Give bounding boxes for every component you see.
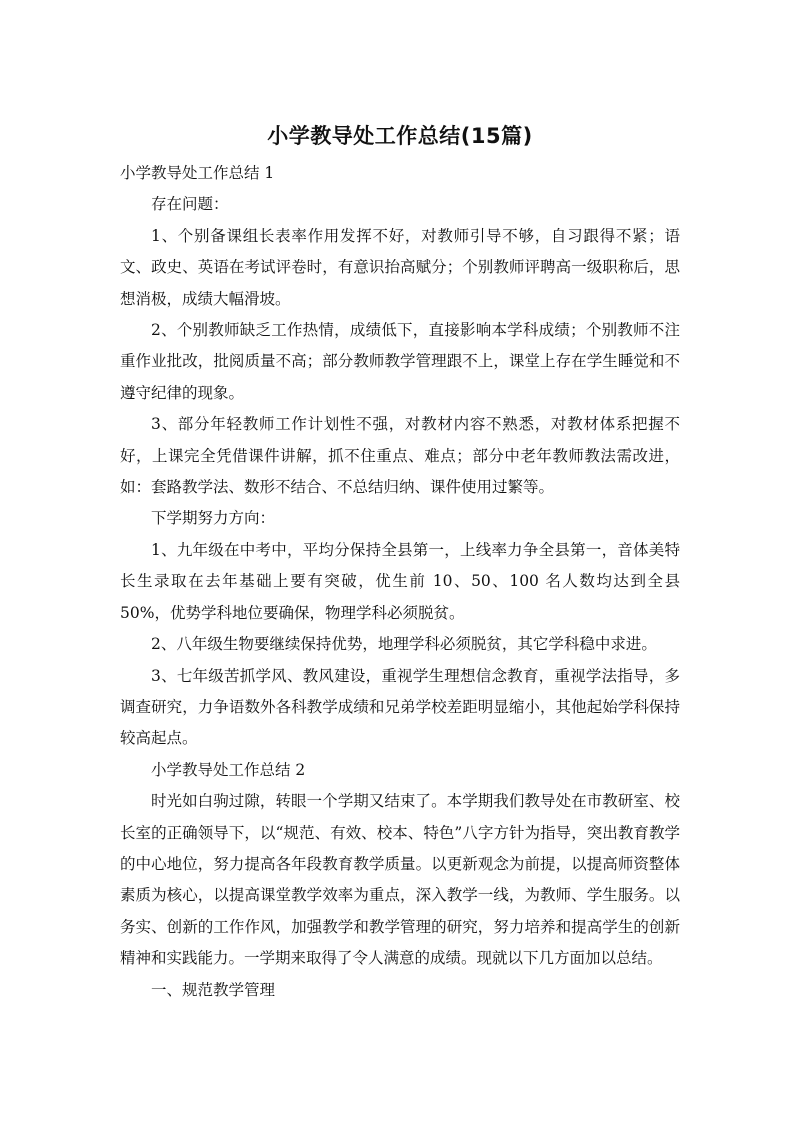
paragraph: 存在问题：: [151, 195, 229, 214]
paragraph: 2、八年级生物要继续保持优势，地理学科必须脱贫，其它学科稳中求进。: [151, 635, 657, 654]
paragraph: 2、个别教师缺乏工作热情，成绩低下，直接影响本学科成绩；个别教师不注重作业批改，批阅质量不高；部分教师教学管理跟不上，课堂上存在学生睡觉和不遵守纪律的现象。: [120, 321, 680, 402]
subsection-heading: 一、规范教学管理: [151, 980, 276, 999]
paragraph: 1、个别备课组长表率作用发挥不好，对教师引导不够，自习跟得不紧；语文、政史、英语在考试评卷时，有意识抬高赋分；个别教师评聘高一级职称后，思想消极，成绩大幅滑坡。: [120, 226, 680, 308]
section-heading-1: 小学教导处工作总结 1: [120, 164, 275, 182]
document-title: 小学教导处工作总结(15篇): [267, 124, 533, 148]
document-body: [120, 158, 680, 1006]
paragraph: 下学期努力方向：: [151, 509, 276, 528]
paragraph: 时光如白驹过隙，转眼一个学期又结束了。本学期我们教导处在市教研室、校长室的正确领导下，以“规范、有效、校本、特色”八字方针为指导，突出教育教学的中心地位，努力提高各年段教育教学质量。以更新观念为前提，以提高师资整体素质为核心，以提高课堂教学效率为重点，深入教学一线，为教师、学生服务。以务实、创新的工作作风，加强教学和教学管理的研究，努力培养和提高学生的创新精神和实践能力。一学期来取得了令人满意的成绩。现就以下几方面加以总结。: [120, 792, 680, 968]
paragraph: 3、七年级苦抓学风、教风建设，重视学生理想信念教育，重视学法指导，多调查研究，力争语数外各科教学成绩和兄弟学校差距明显缩小，其他起始学科保持较高起点。: [120, 666, 680, 748]
section-heading-2: 小学教导处工作总结 2: [151, 760, 306, 779]
paragraph: 3、部分年轻教师工作计划性不强，对教材内容不熟悉，对教材体系把握不好，上课完全凭借课件讲解，抓不住重点、难点；部分中老年教师教法需改进，如：套路教学法、数形不结合、不总结归纳、课件使用过繁等。: [120, 415, 680, 497]
paragraph: 1、九年级在中考中，平均分保持全县第一，上线率力争全县第一，音体美特长生录取在去年基础上要有突破，优生前 10、50、100 名人数均达到全县 50%，优势学科地位要确保，物理学科必须脱贫。: [120, 540, 680, 622]
